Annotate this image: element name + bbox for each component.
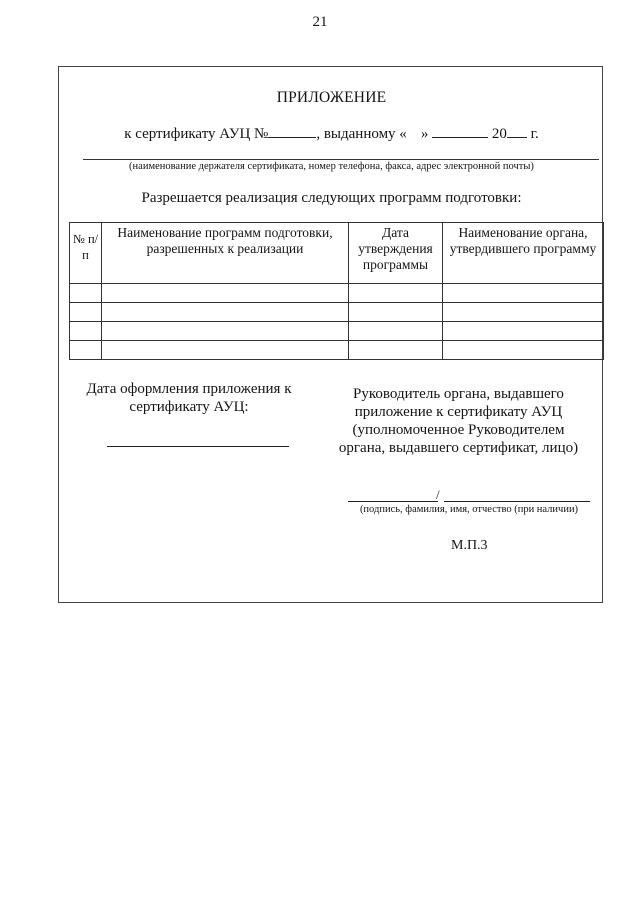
issue-date-rule [107,446,289,447]
page-number: 21 [312,14,328,30]
certificate-reference-line [59,124,604,143]
month-blank [432,124,488,138]
table-cell [443,341,604,360]
year-prefix: 20 [491,126,507,142]
year-suffix: г. [530,126,539,142]
table-cell [70,303,102,322]
table-cell [102,322,349,341]
programs-heading: Разрешается реализация следующих программ подготовки: [141,190,522,206]
table-cell [70,341,102,360]
header-number: № п/п [70,223,102,284]
certificate-prefix: к сертификату АУЦ № [124,126,269,142]
issue-date-label: Дата оформления приложения к сертификату АУЦ: [86,381,292,415]
table-row [70,322,604,341]
table-cell [349,284,443,303]
seal-mark: М.П.3 [451,538,488,553]
table-header-row [70,223,604,284]
issued-label: , выданному « [316,126,407,142]
header-approval-date: Дата утверждения программы [349,223,443,284]
table-cell [349,322,443,341]
table-cell [102,303,349,322]
signature-caption: (подпись, фамилия, имя, отчество (при наличии) [359,504,579,515]
table-cell [349,303,443,322]
holder-caption: (наименование держателя сертификата, номер телефона, факса, адрес электронной почты) [129,161,534,172]
table-cell [443,284,604,303]
table-cell [102,284,349,303]
table-cell [70,284,102,303]
programs-table [69,222,604,360]
year-blank [507,124,527,138]
certificate-appendix-form [58,66,603,603]
table-cell [70,322,102,341]
signatory-label: Руководитель органа, выдавшего приложение к сертификату АУЦ (уполномоченное Руководителем органа, выдавшего сертификат, лицо) [338,386,579,456]
table-row [70,284,604,303]
holder-name-rule [83,159,599,160]
table-cell [443,303,604,322]
table-row [70,303,604,322]
signature-slash: / [436,487,440,502]
quote-close: » [420,126,429,142]
day-blank [407,124,421,138]
header-approving-body: Наименование органа, утвердившего программу [443,223,604,284]
table-cell [102,341,349,360]
certificate-number-blank [268,124,316,138]
table-cell [443,322,604,341]
form-title: ПРИЛОЖЕНИЕ [276,89,387,106]
table-row [70,341,604,360]
header-program-name: Наименование программ подготовки, разрешенных к реализации [102,223,349,284]
table-cell [349,341,443,360]
signature-rule [348,501,438,502]
full-name-rule [444,501,590,502]
